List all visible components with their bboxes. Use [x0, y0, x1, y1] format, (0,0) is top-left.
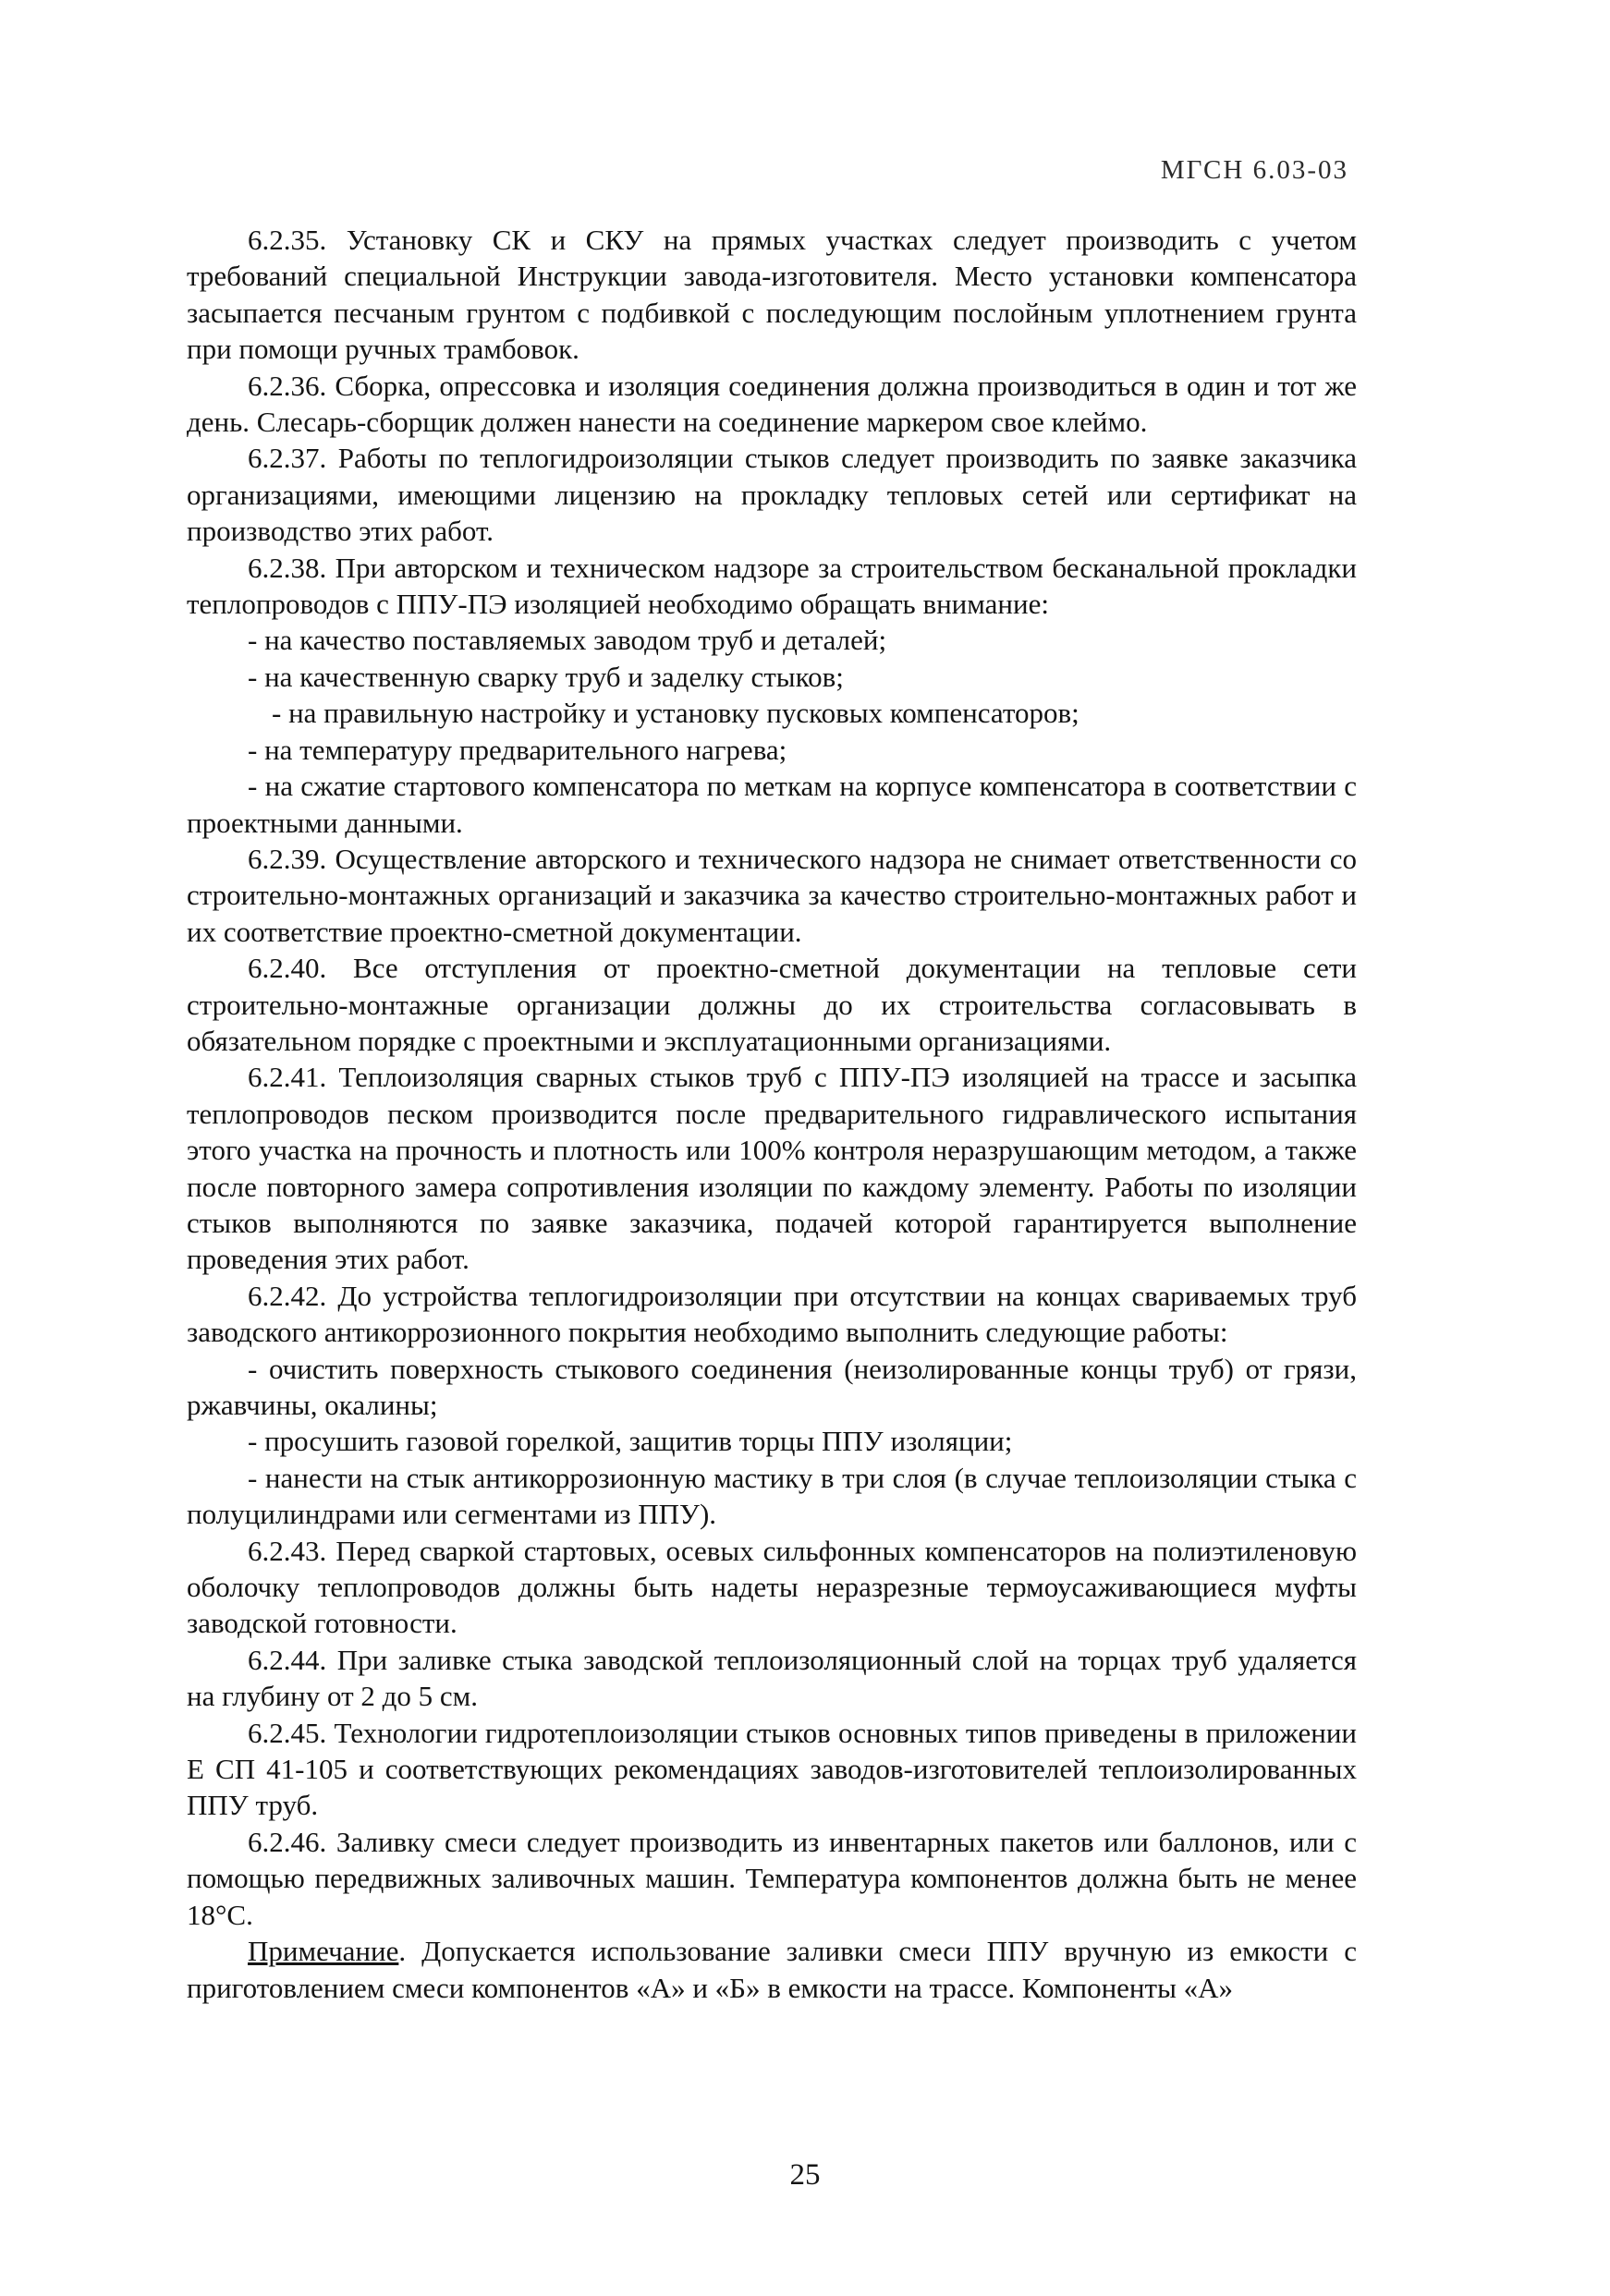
list-item: - нанести на стык антикоррозионную мастику в три слоя (в случае теплоизоляции стыка с полуцилиндрами или сегментами из ППУ).: [187, 1461, 1357, 1531]
list-item: - просушить газовой горелкой, защитив торцы ППУ изоляции;: [248, 1425, 1013, 1458]
page-number: 25: [789, 2158, 821, 2192]
paragraph-6-2-39: 6.2.39. Осуществление авторского и технического надзора не снимает ответственности со строительно-монтажных организаций и заказчика за качество строительно-монтажных работ и их соответствие проектно-сметной документации.: [187, 842, 1357, 948]
paragraph-6-2-43: 6.2.43. Перед сваркой стартовых, осевых сильфонных компенсаторов на полиэтиленовую оболочку теплопроводов должны быть надеты неразрезные термоусаживающиеся муфты заводской готовности.: [187, 1534, 1357, 1640]
paragraph-6-2-45: 6.2.45. Технологии гидротеплоизоляции стыков основных типов приведены в приложении Е СП 41-105 и соответствующих рекомендациях заводов-изготовителей теплоизолированных ППУ труб.: [187, 1716, 1357, 1822]
note-paragraph: [187, 1933, 1357, 2006]
document-body: [187, 222, 1357, 2006]
list-item: - на сжатие стартового компенсатора по меткам на корпусе компенсатора в соответствии с проектными данными.: [187, 770, 1357, 839]
paragraph-6-2-44: 6.2.44. При заливке стыка заводской теплоизоляционный слой на торцах труб удаляется на глубину от 2 до 5 см.: [187, 1643, 1357, 1713]
list-item: - очистить поверхность стыкового соединения (неизолированные концы труб) от грязи, ржавчины, окалины;: [187, 1352, 1357, 1421]
list-item: - на качественную сварку труб и заделку стыков;: [248, 660, 844, 693]
list-item: - на температуру предварительного нагрева;: [248, 733, 787, 766]
note-label: Примечание: [248, 1935, 399, 1968]
list-item: - на качество поставляемых заводом труб и деталей;: [248, 624, 887, 657]
paragraph-6-2-37: 6.2.37. Работы по теплогидроизоляции стыков следует производить по заявке заказчика организациями, имеющими лицензию на прокладку тепловых сетей или сертификат на производство этих работ.: [187, 442, 1357, 548]
paragraph-6-2-40: 6.2.40. Все отступления от проектно-сметной документации на тепловые сети строительно-монтажные организации должны до их строительства согласовывать в обязательном порядке с проектными и эксплуатационными организациями.: [187, 952, 1357, 1057]
paragraph-6-2-35: 6.2.35. Установку СК и СКУ на прямых участках следует производить с учетом требований специальной Инструкции завода-изготовителя. Место установки компенсатора засыпается песчаным грунтом с подбивкой с последующим послойным уплотнением грунта при помощи ручных трамбовок.: [187, 224, 1357, 366]
paragraph-6-2-41: 6.2.41. Теплоизоляция сварных стыков труб с ППУ-ПЭ изоляцией на трассе и засыпка теплопроводов песком производится после предварительного гидравлического испытания этого участка на прочность и плотность или 100% контроля неразрушающим методом, а также после повторного замера сопротивления изоляции по каждому элементу. Работы по изоляции стыков выполняются по заявке заказчика, подачей которой гарантируется выполнение проведения этих работ.: [187, 1061, 1357, 1276]
paragraph-6-2-42: 6.2.42. До устройства теплогидроизоляции при отсутствии на концах свариваемых труб заводского антикоррозионного покрытия необходимо выполнить следующие работы:: [187, 1279, 1357, 1349]
document-code: МГСН 6.03-03: [1160, 155, 1348, 185]
paragraph-6-2-36: 6.2.36. Сборка, опрессовка и изоляция соединения должна производиться в один и тот же день. Слесарь-сборщик должен нанести на соединение маркером свое клеймо.: [187, 369, 1357, 439]
paragraph-6-2-46: 6.2.46. Заливку смеси следует производить из инвентарных пакетов или баллонов, или с помощью передвижных заливочных машин. Температура компонентов должна быть не менее 18°С.: [187, 1825, 1357, 1931]
paragraph-6-2-38: 6.2.38. При авторском и техническом надзоре за строительством бесканальной прокладки теплопроводов с ППУ-ПЭ изоляцией необходимо обращать внимание:: [187, 551, 1357, 621]
note-text: . Допускается использование заливки смеси ППУ вручную из емкости с приготовлением смеси компонентов «А» и «Б» в емкости на трассе. Компоненты «А»: [187, 1935, 1357, 2004]
list-item: - на правильную настройку и установку пусковых компенсаторов;: [272, 697, 1079, 730]
